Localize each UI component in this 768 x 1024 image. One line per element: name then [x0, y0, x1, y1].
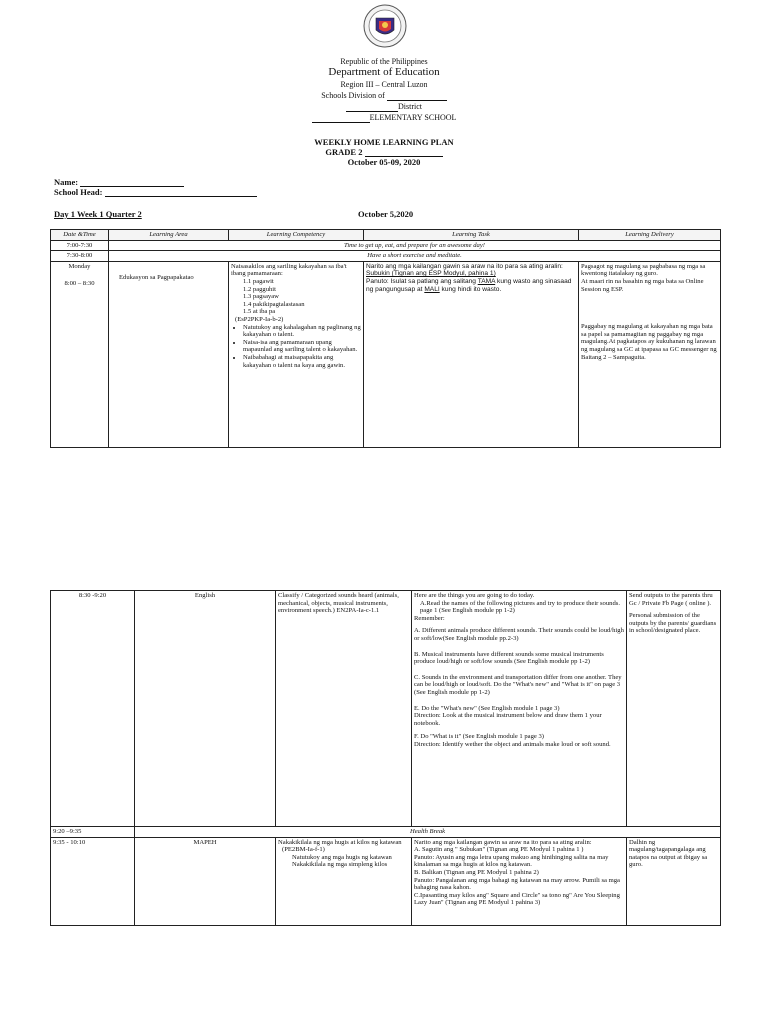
task-line: Direction: Look at the musical instrument below and draw them 1 your notebook. — [414, 712, 602, 727]
task-module-link[interactable]: Subukin (Tignan ang ESP Modyul, pahina 1) — [366, 270, 496, 278]
delivery-text: Personal submission of the outputs by the parents/ guardians in school/designated place. — [629, 612, 717, 635]
school-head-blank — [105, 187, 257, 197]
learning-area-cell: English — [135, 591, 276, 827]
delivery-text: Pagsagot ng magulang sa pagbabasa ng mga sa kwentong itatalakay ng guro. — [581, 262, 706, 278]
delivery-cell — [627, 591, 721, 827]
competency-cell: Classify / Categorized sounds heard (animals, mechanical, objects, musical instruments, environment speech.) EN2PA-Ia-c-1.1 — [276, 591, 412, 827]
competency-line: Nakakikilala ng mga hugis at kilos ng katawan — [278, 838, 402, 846]
task-intro: Narito ang mga kailangan gawin sa araw na ito para sa ating aralin: — [366, 262, 563, 270]
name-blank — [80, 177, 184, 187]
task-cell — [364, 261, 579, 447]
task-line: E. Do the "What's new" (See English module 1 page 3) — [414, 704, 560, 712]
task-line: B. Balikan (Tignan ang PE Modyul 1 pahina 2) — [414, 868, 539, 876]
task-cell — [412, 591, 627, 827]
task-keyword-tama: TAMA — [477, 277, 496, 285]
deped-seal — [363, 4, 407, 48]
task-line: B. Musical instruments have different sounds some musical instruments produce loud/high or soft/low sounds (See English module pp 1-2) — [414, 650, 604, 666]
list-item: 1.3 pagsayaw — [243, 293, 279, 301]
task-line: Narito ang mga kailangan gawin sa araw na ito para sa ating aralin: — [414, 838, 592, 846]
task-line: Panuto: Pangalanan ang mga bahagi ng katawan na may arrow. Pumili sa mga bahaging nasa kahon. — [414, 876, 620, 892]
school-line — [0, 113, 768, 123]
school-blank — [312, 113, 370, 123]
list-item: • Naibabahagi at maisapapakita ang kakayahan o talent na kaya ang gawin. — [243, 354, 361, 369]
table-row — [51, 827, 721, 838]
table-header-row — [51, 230, 721, 241]
list-item: 1.5 at iba pa — [243, 308, 276, 316]
division-line — [0, 91, 768, 101]
plan-title: WEEKLY HOME LEARNING PLAN — [314, 137, 454, 147]
task-line: A.Read the names of the following pictures and try to produce their sounds. page 1 (See English module pp 1-2) — [420, 599, 620, 615]
delivery-cell — [579, 261, 721, 447]
task-line: C.Ipasanting may kilos ang" Square and Circle" sa tono ng" Are You Sleeping Lazy Juan" (Tignan ang PE Modyul 1 pahina 3) — [414, 891, 620, 907]
time-cell: 8:30 -9:20 — [51, 591, 135, 827]
school-label: ELEMENTARY SCHOOL — [369, 113, 457, 122]
note-cell: Health Break — [135, 827, 721, 838]
list-item: 1.4 pakikipagtalastasan — [243, 300, 305, 308]
task-line: F. Do "What is it" (See English module 1 page 3) — [414, 733, 544, 741]
grade-label: GRADE 2 — [325, 147, 363, 157]
district-blank — [346, 102, 398, 112]
region-line: Region III – Central Luzon — [340, 80, 428, 89]
task-text: kung wasto ang sinasaad ng pangungusap at — [366, 277, 572, 293]
task-line: Here are the things you are going to do today. — [414, 592, 535, 599]
school-head-line — [54, 187, 257, 197]
competency-bullets — [231, 324, 361, 370]
day-date: October 5,2020 — [358, 209, 414, 219]
list-item: 1.1 pagawit — [243, 277, 274, 285]
col-header-learning-delivery: Learning Delivery — [579, 230, 721, 241]
col-header-learning-task: Learning Task — [364, 230, 579, 241]
name-line — [54, 177, 184, 187]
table-row — [51, 240, 721, 251]
competency-cell — [229, 261, 364, 447]
delivery-text: At maari rin na basahin ng mga bata sa Online Session ng ESP. — [581, 277, 704, 293]
learning-area-cell: Edukasyon sa Pagpapakatao — [109, 261, 229, 447]
col-header-date-time: Date &Time — [51, 230, 109, 241]
table-row — [51, 251, 721, 262]
competency-line: Natutukoy ang mga hugis ng katawan — [292, 853, 392, 861]
division-label: Schools Division of — [321, 91, 385, 100]
table-row — [51, 261, 721, 447]
competency-code: (EsP2PKP-Ia-b-2) — [235, 315, 284, 323]
task-line: A. Sagutin ang " Subukan" (Tignan ang PE Modyul 1 pahina 1 ) — [414, 846, 584, 854]
task-keyword-mali: MALI — [424, 285, 440, 293]
table-row — [51, 837, 721, 925]
day-heading: Day 1 Week 1 Quarter 2 — [54, 209, 142, 219]
competency-intro: Naisasakilos ang sariling kakayahan sa iba't ibang pamamaraan: — [231, 262, 347, 278]
col-header-learning-area: Learning Area — [109, 230, 229, 241]
district-label: District — [398, 102, 422, 111]
time-label: 8:00 – 8:30 — [64, 280, 95, 288]
task-text: kung hindi ito wasto. — [441, 285, 502, 293]
delivery-cell: Dalhin ng magulang/tagapangalaga ang natapos na output at ibigay sa guro. — [627, 837, 721, 925]
task-cell — [412, 837, 627, 925]
time-cell: 9:35 - 10:10 — [51, 837, 135, 925]
division-blank — [387, 91, 447, 101]
grade-line — [0, 147, 768, 157]
learning-plan-table-2 — [50, 590, 721, 926]
note-cell: Time to get up, eat, and prepare for an awesome day! — [109, 240, 721, 251]
task-text: Panuto: Isulat sa patlang ang salitang — [366, 277, 476, 285]
time-cell — [51, 261, 109, 447]
learning-area-cell: MAPEH — [135, 837, 276, 925]
competency-line: Nakakikilala ng mga simpleng kilos — [292, 861, 388, 869]
task-line: Remember: — [414, 614, 445, 622]
task-line: C. Sounds in the environment and transportation differ from one another. They can be loud/high or loud/soft. Do the "What's new" and "What is it" on page 3 (See English module pp 1-2) — [414, 673, 622, 696]
name-label: Name: — [54, 177, 79, 187]
plan-dates: October 05-09, 2020 — [347, 157, 421, 167]
delivery-text: Send outputs to the parents thru Gc / Private Fb Page ( online ). — [629, 592, 713, 607]
time-cell: 7:00-7:30 — [51, 240, 109, 251]
learning-plan-table-1 — [50, 229, 721, 448]
task-line: A. Different animals produce different sounds. Their sounds could be loud/high or soft/low(See English module pp.2-3) — [414, 627, 624, 642]
note-cell: Have a short exercise and meditate. — [109, 251, 721, 262]
time-cell: 9:20 –9:35 — [51, 827, 135, 838]
grade-blank — [365, 147, 443, 157]
republic-line: Republic of the Philippines — [340, 57, 428, 66]
district-line — [0, 102, 768, 112]
list-item: • Naisa-isa ang pamamaraan upang mapaunlad ang sariling talent o kakayahan. — [243, 339, 361, 354]
task-line: Direction: Identify wether the object and animals make loud or soft sound. — [414, 740, 611, 748]
day-label: Monday — [68, 262, 91, 270]
competency-list — [231, 278, 361, 316]
competency-cell — [276, 837, 412, 925]
department-line: Department of Education — [328, 66, 440, 78]
list-item: • Natutukoy ang kahalagahan ng paglinang ng kakayahan o talent. — [243, 324, 361, 339]
list-item: 1.2 pagguhit — [243, 285, 276, 293]
task-instructions — [366, 278, 576, 293]
school-head-label: School Head: — [54, 187, 103, 197]
delivery-text: Paggabay ng magulang at kakayahan ng mga bata sa papel sa pamamagitan ng paggabay ng mga magulang.At pagkatapos ay kukuhanan ng larawan ng magulang sa GC at ipapasa sa GC messenger ng Baitang 2 – Sampaguita. — [581, 323, 717, 361]
task-line: Panuto: Ayusin ang mga letra upang makuo ang hinihinging salita na may kinalaman sa mga hugis at kilos ng katawan. — [414, 853, 609, 869]
time-cell: 7:30-8:00 — [51, 251, 109, 262]
table-row — [51, 591, 721, 827]
competency-line: (PE2BM-Ia-f-1) — [282, 846, 325, 854]
col-header-learning-competency: Learning Competency — [229, 230, 364, 241]
